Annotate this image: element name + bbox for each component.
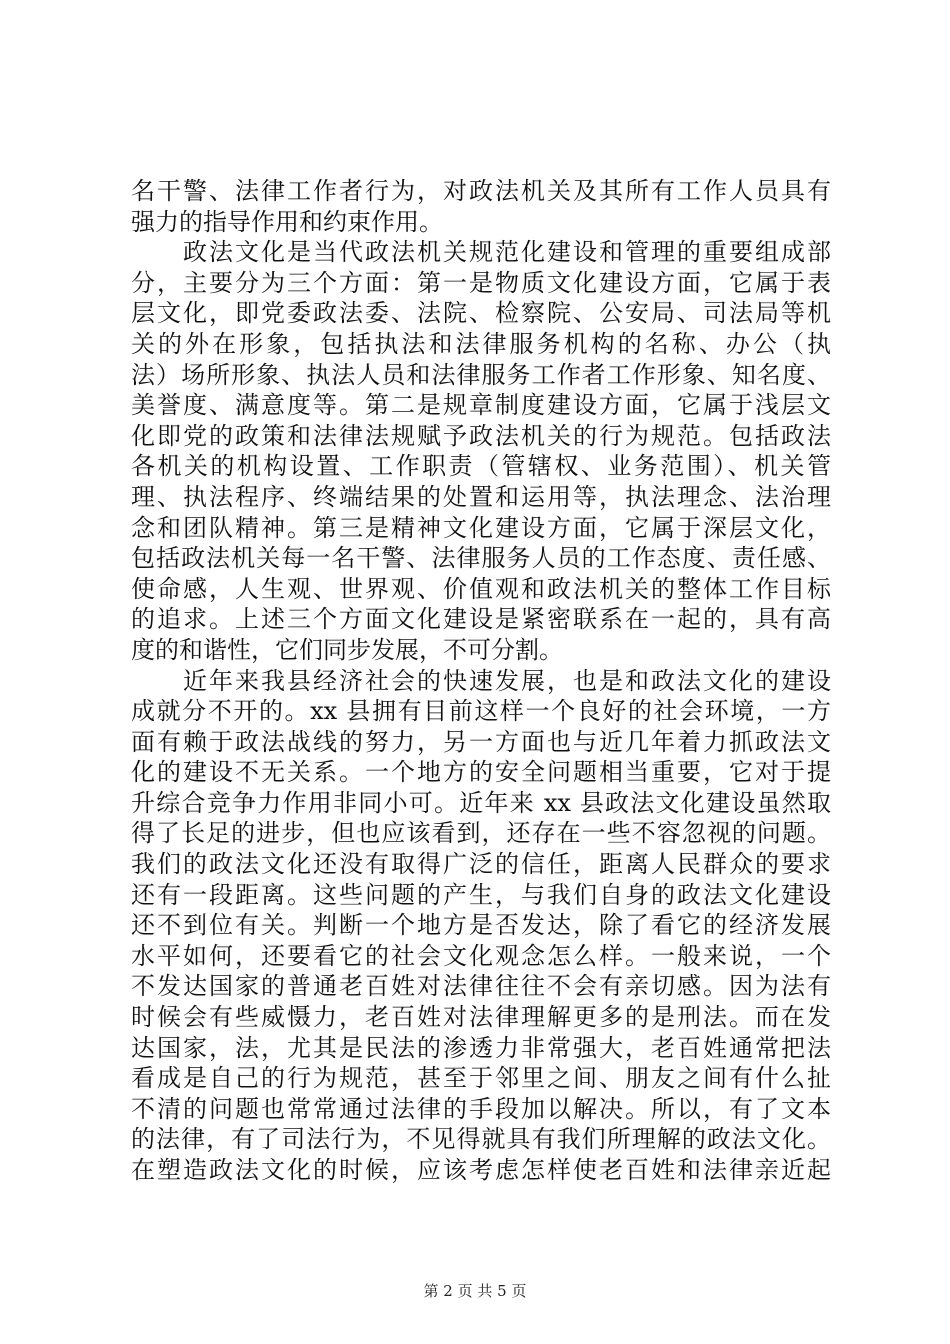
text-line: 各机关的机构设置、工作职责（管辖权、业务范围）、机关管 [131,452,831,481]
text-line: 名干警、法律工作者行为，对政法机关及其所有工作人员具有 [131,177,831,205]
text-line: 度的和谐性，它们同步发展，不可分割。 [131,635,563,664]
text-line: 不清的问题也常常通过法律的手段加以解决。所以，有了文本 [131,1094,831,1123]
text-line: 使命感，人生观、世界观、价值观和政法机关的整体工作目标 [131,574,831,603]
document-body [131,176,831,1186]
page-footer: 第 2 页 共 5 页 [423,1282,527,1300]
text-line: 美誉度、满意度等。第二是规章制度建设方面，它属于浅层文 [131,391,831,420]
text-line: 的追求。上述三个方面文化建设是紧密联系在一起的，具有高 [131,605,831,634]
text-line: 的法律，有了司法行为，不见得就具有我们所理解的政法文化。 [131,1125,831,1154]
text-line: 强力的指导作用和约束作用。 [131,207,443,236]
text-line: 政法文化是当代政法机关规范化建设和管理的重要组成部 [131,238,831,267]
text-line: 水平如何，还要看它的社会文化观念怎么样。一般来说，一个 [131,941,831,970]
text-line: 还有一段距离。这些问题的产生，与我们自身的政法文化建设 [131,880,831,909]
text-line: 得了长足的进步，但也应该看到，还存在一些不容忽视的问题。 [131,819,831,848]
text-line: 化的建设不无关系。一个地方的安全问题相当重要，它对于提 [131,758,831,787]
text-line: 看成是自己的行为规范，甚至于邻里之间、朋友之间有什么扯 [131,1064,831,1093]
text-line: 包括政法机关每一名干警、法律服务人员的工作态度、责任感、 [131,544,831,573]
text-line: 达国家，法，尤其是民法的渗透力非常强大，老百姓通常把法 [131,1033,831,1062]
text-line: 时候会有些威慑力，老百姓对法律理解更多的是刑法。而在发 [131,1003,831,1032]
text-line: 面有赖于政法战线的努力，另一方面也与近几年着力抓政法文 [131,727,831,756]
text-line: 升综合竞争力作用非同小可。近年来 xx 县政法文化建设虽然取 [131,788,831,817]
text-line: 化即党的政策和法律法规赋予政法机关的行为规范。包括政法 [131,421,831,450]
text-line: 我们的政法文化还没有取得广泛的信任，距离人民群众的要求 [131,850,831,879]
text-line: 还不到位有关。判断一个地方是否发达，除了看它的经济发展 [131,911,831,940]
text-line: 理、执法程序、终端结果的处置和运用等，执法理念、法治理 [131,482,831,511]
text-line: 关的外在形象，包括执法和法律服务机构的名称、办公（执 [131,329,831,358]
text-line: 层文化，即党委政法委、法院、检察院、公安局、司法局等机 [131,299,831,328]
text-line: 在塑造政法文化的时候，应该考虑怎样使老百姓和法律亲近起 [131,1156,831,1184]
text-line: 法）场所形象、执法人员和法律服务工作者工作形象、知名度、 [131,360,831,389]
text-line: 不发达国家的普通老百姓对法律往往不会有亲切感。因为法有 [131,972,831,1001]
text-line: 近年来我县经济社会的快速发展，也是和政法文化的建设 [131,666,831,695]
text-line: 念和团队精神。第三是精神文化建设方面，它属于深层文化， [131,513,831,542]
text-line: 分，主要分为三个方面：第一是物质文化建设方面，它属于表 [131,268,831,297]
text-line: 成就分不开的。xx 县拥有目前这样一个良好的社会环境，一方 [131,697,831,726]
